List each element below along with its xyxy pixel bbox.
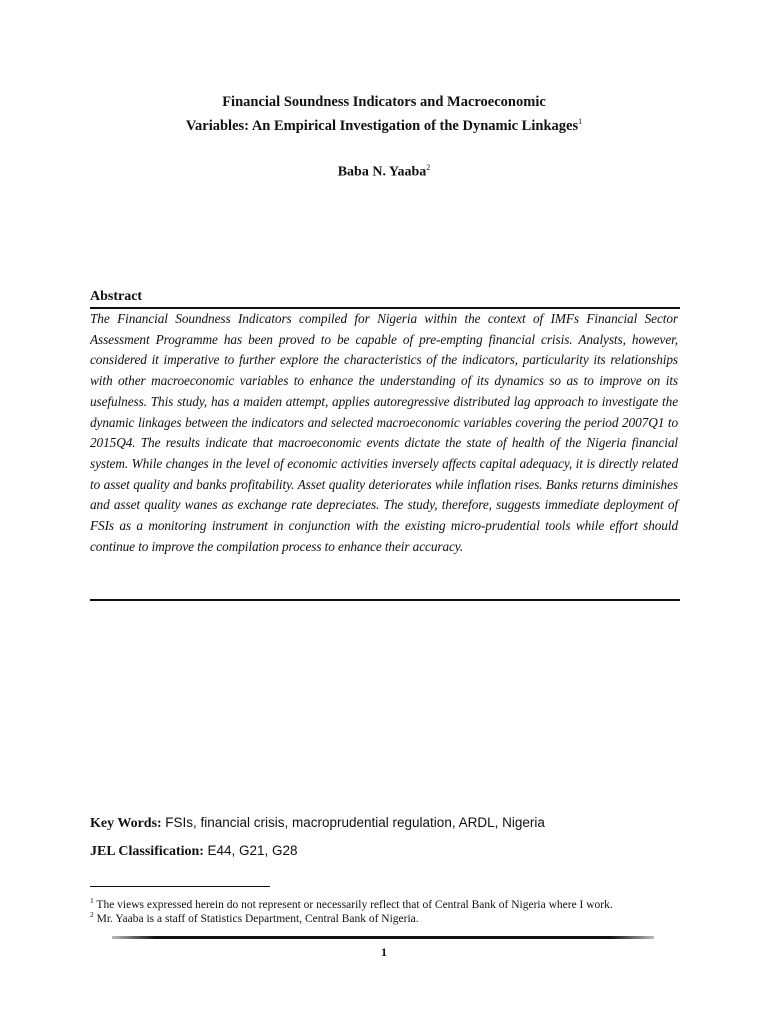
footnote-2-mark: 2 [90, 910, 94, 919]
author-line [90, 163, 678, 181]
title-footnote-mark: 1 [578, 117, 583, 126]
footnote-1-mark: 1 [90, 896, 94, 905]
abstract-body: The Financial Soundness Indicators compiled for Nigeria within the context of IMFs Financial Sector Assessment Programme has been proved to be capable of pre-empting financial crisis. Analysts, however, considered it imperative to further explore the characteristics of the indicators, particularity its relationships with other macroeconomic variables to enhance the understanding of its dynamics so as to improve on its usefulness. This study, has a maiden attempt, applies autoregressive distributed lag approach to investigate the dynamic linkages between the indicators and selected macroeconomic variables covering the period 2007Q1 to 2015Q4. The results indicate that macroeconomic events dictate the state of health of the Nigeria financial system. While changes in the level of economic activities inversely affects capital adequacy, it is directly related to asset quality and banks profitability. Asset quality deteriorates while inflation rises. Banks returns diminishes and asset quality wanes as exchange rate depreciates. The study, therefore, suggests immediate deployment of FSIs as a monitoring instrument in conjunction with the existing micro-prudential tools while effort should continue to improve the compilation process to enhance their accuracy. [90, 311, 678, 554]
paper-title-line-2-text: Variables: An Empirical Investigation of the Dynamic Linkages [185, 117, 579, 134]
footnote-2-text: Mr. Yaaba is a staff of Statistics Department, Central Bank of Nigeria. [96, 912, 419, 925]
page-footer-rule [112, 936, 654, 939]
footnote-separator [90, 886, 270, 887]
abstract-bottom-rule [90, 599, 680, 601]
paper-title-line-1: Financial Soundness Indicators and Macroeconomic [222, 94, 546, 110]
footnote-1-text: The views expressed herein do not represent or necessarily reflect that of Central Bank of Nigeria where I work. [96, 898, 613, 911]
author-name: Baba N. Yaaba [337, 164, 427, 180]
footnote-2 [90, 908, 690, 926]
page-number: 1 [381, 945, 387, 959]
paper-title [90, 92, 678, 136]
jel-value: E44, G21, G28 [207, 843, 298, 858]
abstract-heading: Abstract [90, 289, 143, 304]
keywords-line [90, 815, 545, 832]
author-footnote-mark: 2 [426, 163, 431, 172]
paper-title-line-2 [90, 112, 678, 136]
jel-classification-line [90, 843, 298, 860]
keywords-value: FSIs, financial crisis, macroprudential regulation, ARDL, Nigeria [165, 815, 545, 830]
jel-label: JEL Classification: [90, 844, 204, 859]
keywords-label: Key Words: [90, 816, 162, 831]
